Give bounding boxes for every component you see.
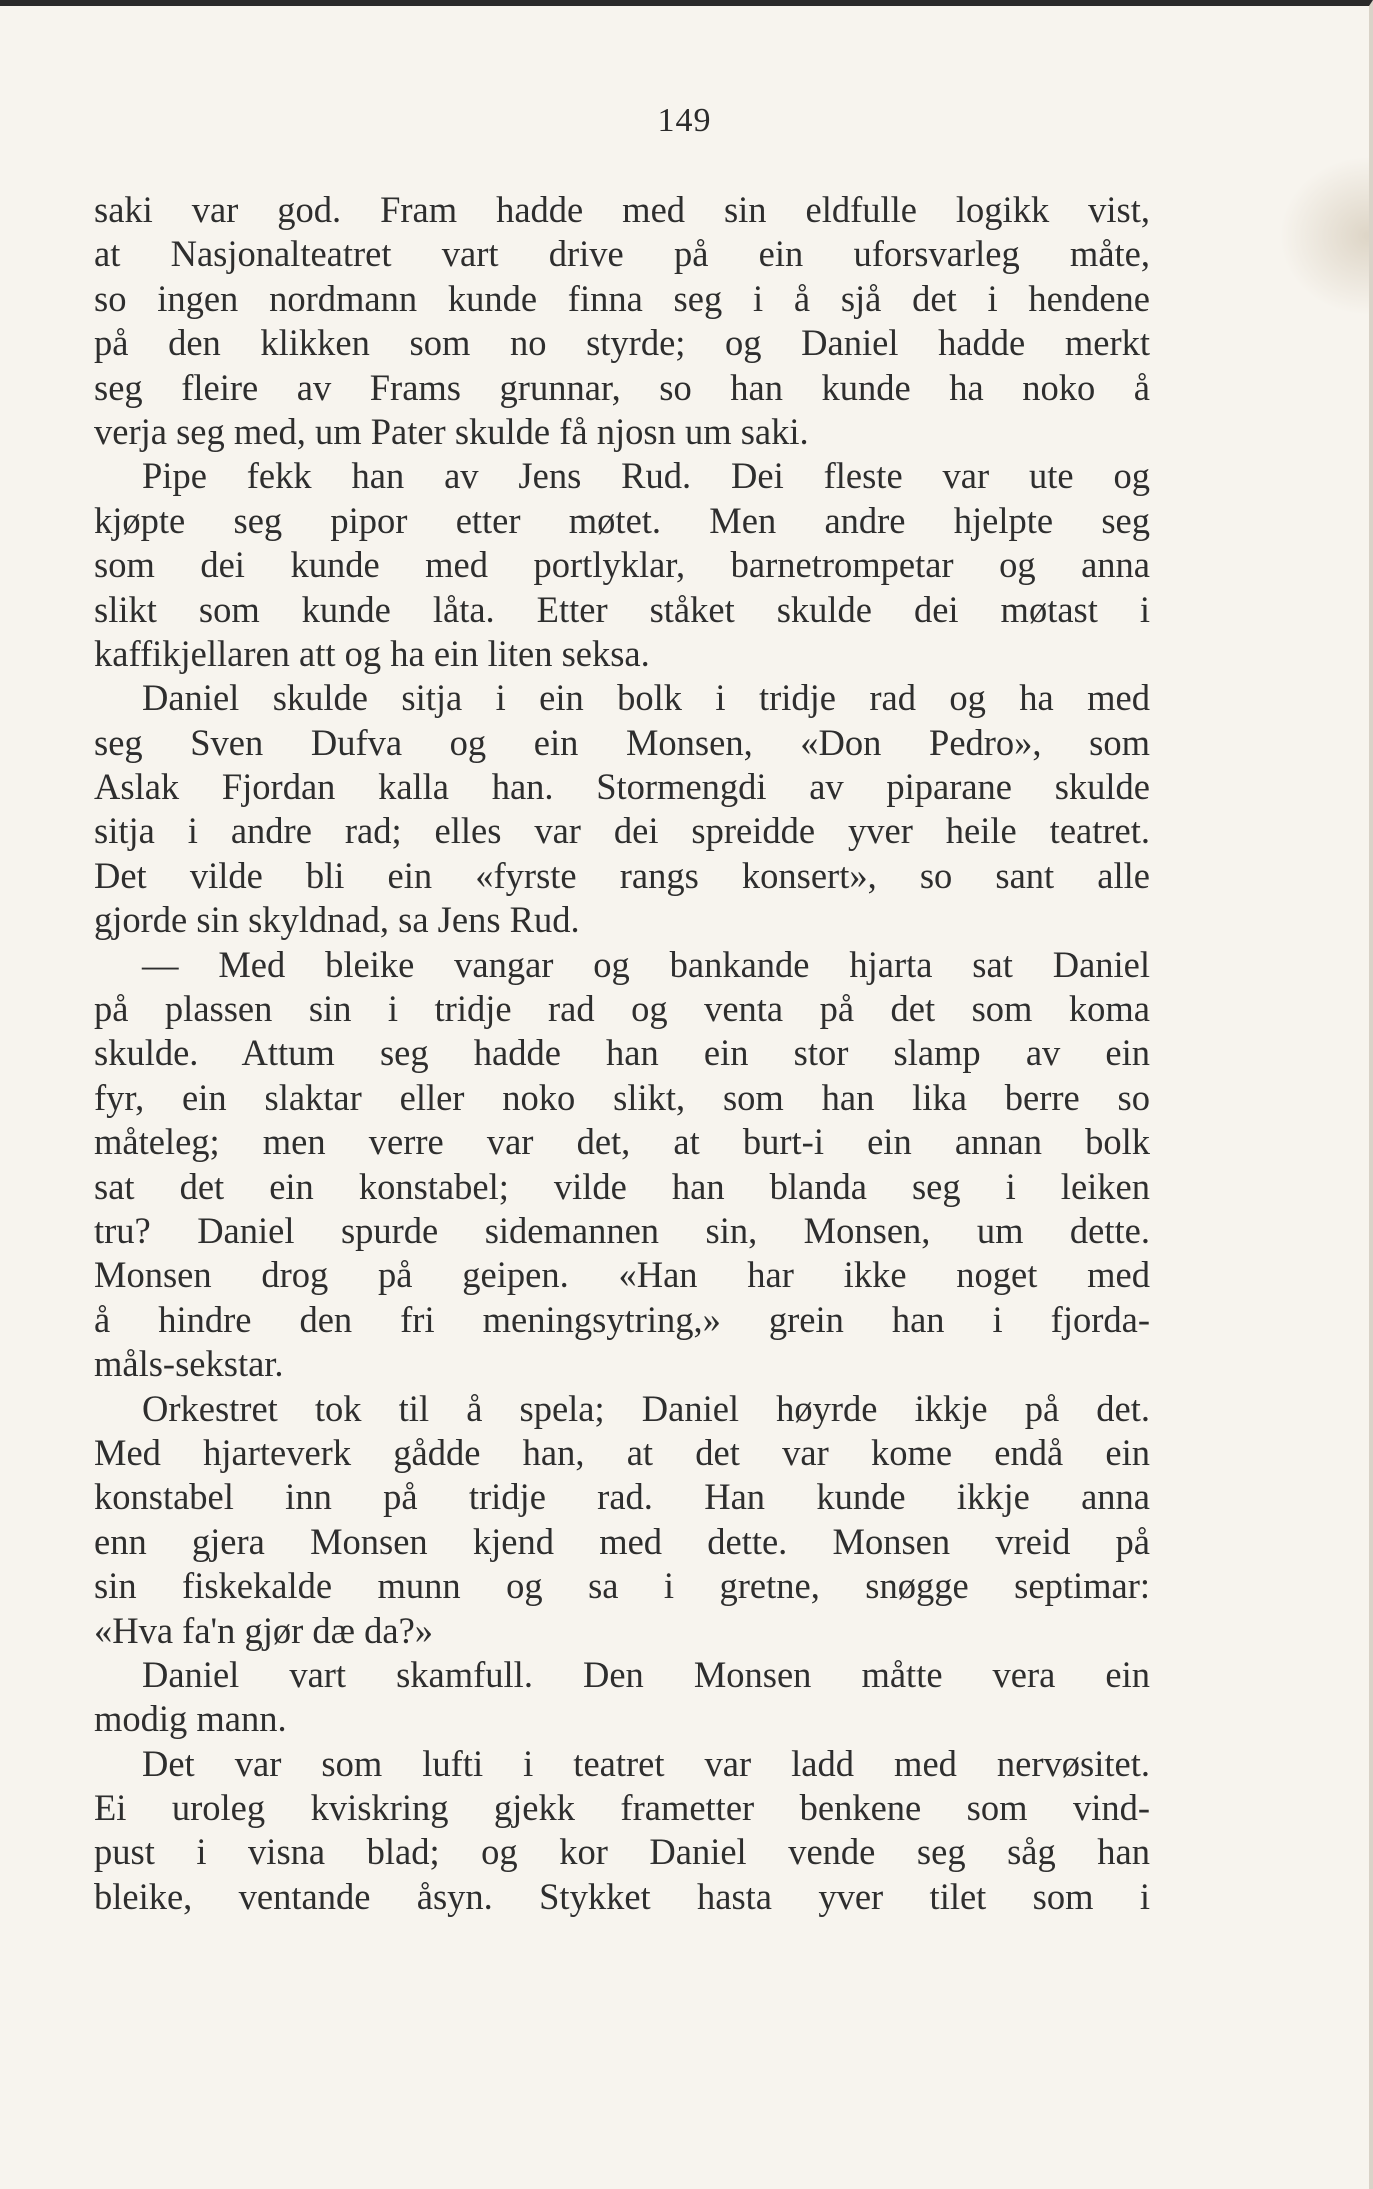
text-line: på plassen sin i tridje rad og venta på det som koma bbox=[94, 988, 1150, 1030]
text-line: Daniel skulde sitja i ein bolk i tridje rad og ha med bbox=[142, 677, 1150, 719]
text-line: som dei kunde med portlyklar, barnetrompetar og anna bbox=[94, 544, 1150, 586]
text-line: Det vilde bli ein «fyrste rangs konsert», so sant alle bbox=[94, 854, 1150, 896]
text-line: måls-sekstar. bbox=[94, 1343, 284, 1385]
text-line: Monsen drog på geipen. «Han har ikke noget med bbox=[94, 1254, 1150, 1296]
text-line: fyr, ein slaktar eller noko slikt, som han lika berre so bbox=[94, 1076, 1150, 1118]
text-line: tru? Daniel spurde sidemannen sin, Monsen, um dette. bbox=[94, 1209, 1150, 1251]
text-line: skulde. Attum seg hadde han ein stor slamp av ein bbox=[94, 1032, 1150, 1074]
text-line: sitja i andre rad; elles var dei spreidde yver heile teatret. bbox=[94, 810, 1150, 852]
text-line: so ingen nordmann kunde finna seg i å sjå det i hendene bbox=[94, 277, 1150, 319]
text-line: Aslak Fjordan kalla han. Stormengdi av piparane skulde bbox=[94, 766, 1150, 808]
text-line: Pipe fekk han av Jens Rud. Dei fleste var ute og bbox=[142, 455, 1150, 497]
text-line: gjorde sin skyldnad, sa Jens Rud. bbox=[94, 899, 580, 941]
text-line: verja seg med, um Pater skulde få njosn um saki. bbox=[94, 410, 809, 452]
text-line: Ei uroleg kviskring gjekk frametter benkene som vind- bbox=[94, 1787, 1150, 1829]
text-line: «Hva fa'n gjør dæ da?» bbox=[94, 1609, 434, 1651]
text-line: kjøpte seg pipor etter møtet. Men andre hjelpte seg bbox=[94, 499, 1150, 541]
text-line: enn gjera Monsen kjend med dette. Monsen vreid på bbox=[94, 1520, 1150, 1562]
text-line: bleike, ventande åsyn. Stykket hasta yver tilet som i bbox=[94, 1875, 1150, 1917]
text-line: Det var som lufti i teatret var ladd med nervøsitet. bbox=[142, 1742, 1150, 1784]
text-line: pust i visna blad; og kor Daniel vende seg såg han bbox=[94, 1831, 1150, 1873]
page-number: 149 bbox=[657, 102, 712, 139]
text-line: Med hjarteverk gådde han, at det var kome endå ein bbox=[94, 1431, 1150, 1473]
text-line: at Nasjonalteatret vart drive på ein uforsvarleg måte, bbox=[94, 233, 1150, 275]
text-line: å hindre den fri meningsytring,» grein han i fjorda- bbox=[94, 1298, 1150, 1340]
text-line: — Med bleike vangar og bankande hjarta sat Daniel bbox=[142, 943, 1150, 985]
text-line: seg fleire av Frams grunnar, so han kunde ha noko å bbox=[94, 366, 1150, 408]
text-line: kaffikjellaren att og ha ein liten seksa. bbox=[94, 632, 650, 674]
body-text bbox=[94, 188, 1150, 1919]
text-line: seg Sven Dufva og ein Monsen, «Don Pedro», som bbox=[94, 721, 1150, 763]
text-line: sin fiskekalde munn og sa i gretne, snøgge septimar: bbox=[94, 1565, 1150, 1607]
text-line: konstabel inn på tridje rad. Han kunde ikkje anna bbox=[94, 1476, 1150, 1518]
text-line: Orkestret tok til å spela; Daniel høyrde ikkje på det. bbox=[142, 1387, 1150, 1429]
text-line: måteleg; men verre var det, at burt-i ein annan bolk bbox=[94, 1121, 1150, 1163]
text-line: slikt som kunde låta. Etter ståket skulde dei møtast i bbox=[94, 588, 1150, 630]
text-line: på den klikken som no styrde; og Daniel hadde merkt bbox=[94, 322, 1150, 364]
paper-stain bbox=[1279, 156, 1369, 316]
text-line: saki var god. Fram hadde med sin eldfulle logikk vist, bbox=[94, 189, 1150, 230]
text-line: modig mann. bbox=[94, 1698, 287, 1740]
text-line: Daniel vart skamfull. Den Monsen måtte vera ein bbox=[142, 1653, 1150, 1695]
text-line: sat det ein konstabel; vilde han blanda seg i leiken bbox=[94, 1165, 1150, 1207]
